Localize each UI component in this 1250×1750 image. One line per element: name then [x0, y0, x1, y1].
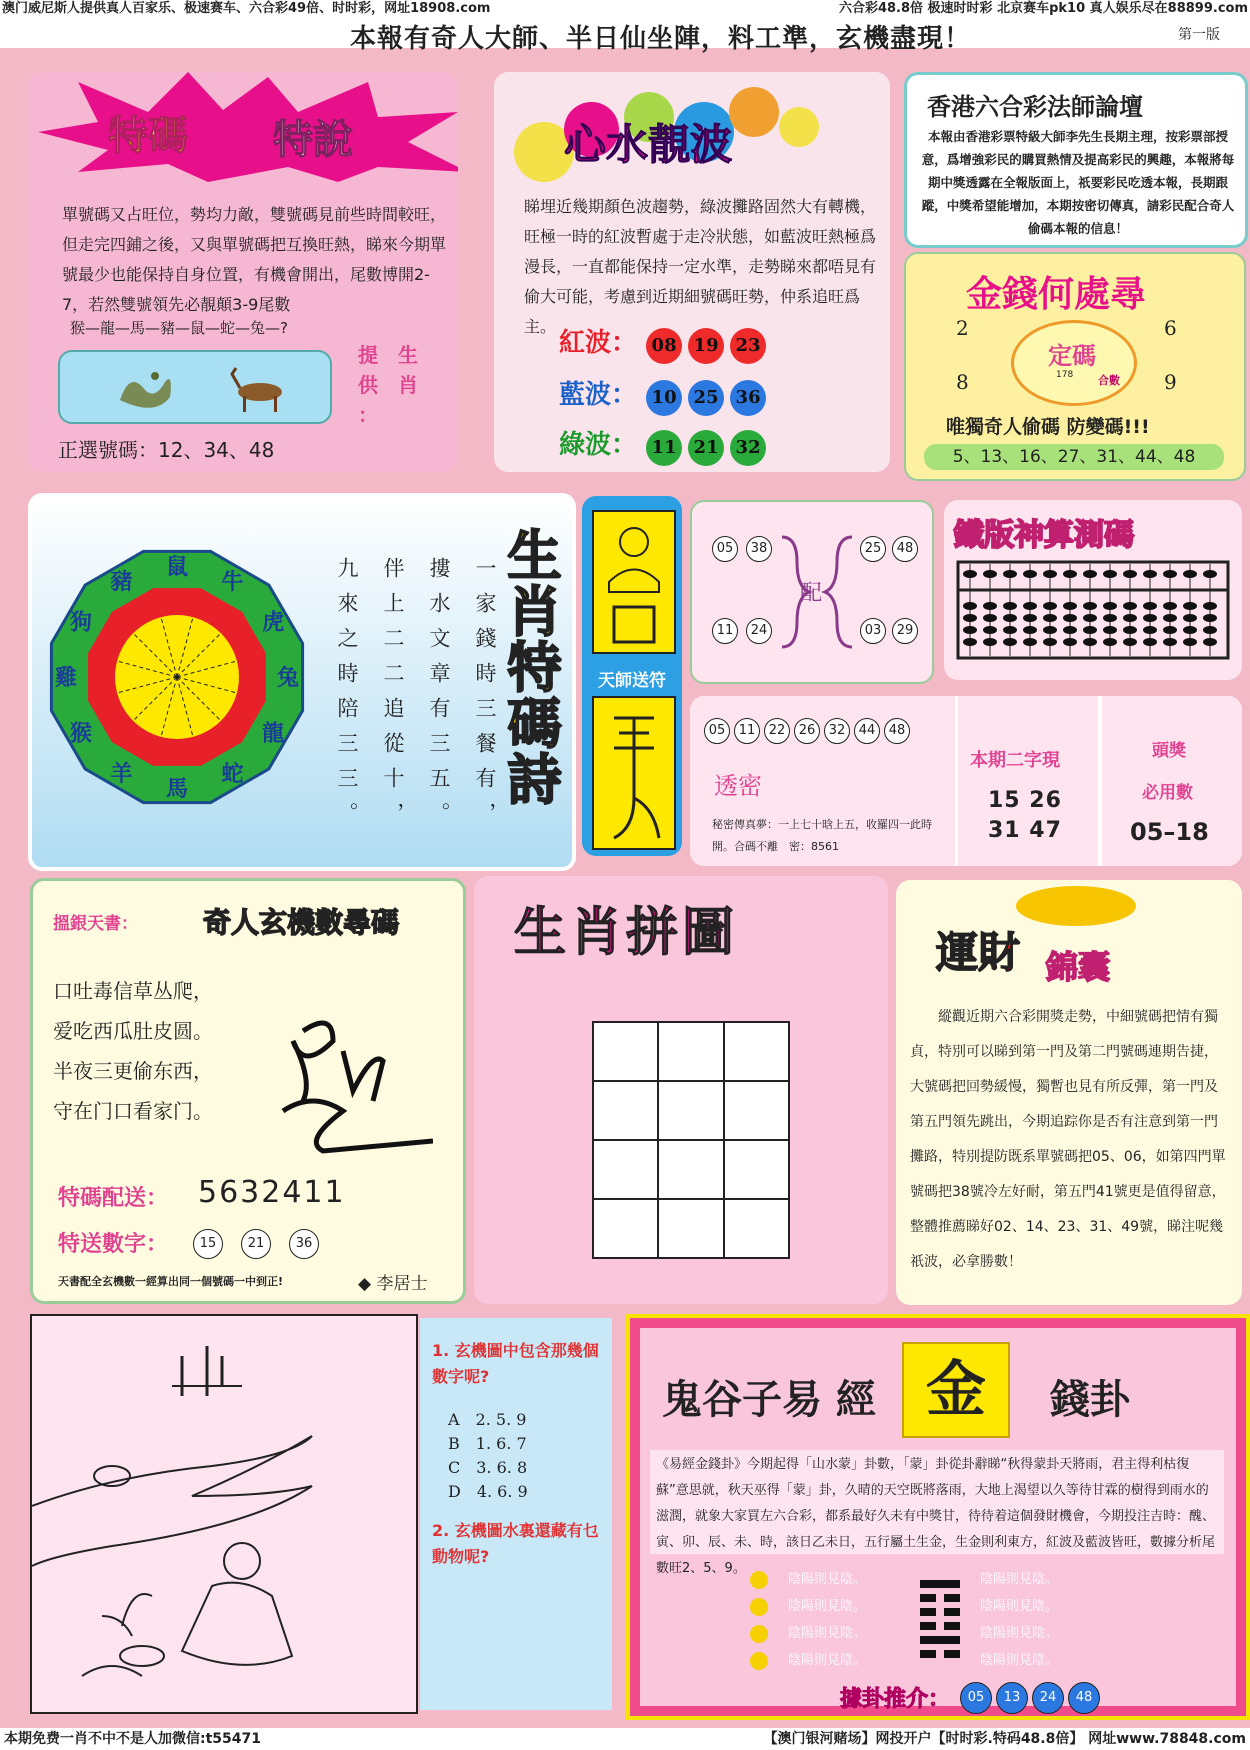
- xinshui-title: 心水靚波: [564, 120, 733, 169]
- red-wave-row: [559, 322, 772, 364]
- zodiac-label: 虎: [262, 610, 285, 636]
- zodiac-label: 鼠: [165, 555, 189, 580]
- jinqian-title: 金錢何處尋: [966, 273, 1147, 315]
- dingma-label: 定碼: [1048, 342, 1096, 370]
- yinyang-text: 陰陽則見陰。: [788, 1572, 867, 1587]
- hk-forum-text: 本報由香港彩票特級大師李先生長期主理，按彩票部授意，爲增強彩民的購買熱情及提高彩民的興趣，本報將每期中獎透露在全報版面上，祇要彩民吃透本報，長期跟蹤，中獎希望能增加，本期按密切傳真，請彩民配合奇人偷碼本報的信息！: [921, 129, 1235, 236]
- abacus-bead: [1023, 626, 1037, 634]
- guigu-text: 《易經金錢卦》今期起得「山水蒙」卦數，「蒙」卦從卦辭睇“秋得蒙卦天將雨，君主得利枯復蘇”意思就，秋天巫得「蒙」卦，久晴的天空既將落雨，大地上渴望以久等待甘霖的樹得到雨水的滋潤，就象大家買左六合彩，都系最好久未有中獎甘，待待着這個發財機會，今期投注吉時：醜、寅、卯、辰、未、時，該日乙未日，五行屬土生金，生金則利東方，紅波及藍波皆旺，數據分析尾數旺2、5、9。: [650, 1450, 1224, 1554]
- riddle-line: 爱吃西瓜肚皮圆。: [53, 1019, 213, 1043]
- abacus-bead: [1163, 570, 1177, 578]
- abacus-bead: [963, 626, 977, 634]
- talisman-panel: [582, 496, 682, 856]
- abacus-bead: [1103, 638, 1117, 646]
- abacus-bead: [1183, 602, 1197, 610]
- abacus-bead: [1103, 626, 1117, 634]
- abacus-bead: [1043, 614, 1057, 622]
- temao-title-2: 特說: [273, 116, 353, 163]
- abacus-bead: [963, 638, 977, 646]
- yinyang-text: 陰陽則見陰。: [980, 1626, 1059, 1641]
- gold-ingot-icon: [1016, 886, 1136, 926]
- yinshu-author: ◆ 李居士: [358, 1274, 428, 1294]
- abacus-bead: [983, 614, 997, 622]
- abacus-bead: [983, 602, 997, 610]
- abacus-bead: [1083, 570, 1097, 578]
- hk-forum-title: 香港六合彩法師論壇: [927, 92, 1143, 121]
- recommend-number: 24: [1032, 1682, 1064, 1714]
- abacus-bead: [1123, 638, 1137, 646]
- puzzle-piece: [593, 1199, 658, 1258]
- yuncai-panel: [896, 880, 1242, 1305]
- zodiac-label: 羊: [110, 762, 133, 788]
- zodiac-label: 兔: [276, 666, 300, 691]
- abacus-bead: [1183, 626, 1197, 634]
- top-banner-left: 澳门威尼斯人提供真人百家乐、极速赛车、六合彩49倍、时时彩，网址18908.com: [2, 1, 491, 16]
- abacus-bead: [1143, 614, 1157, 622]
- erzi-row-1: 15 26: [988, 788, 1062, 813]
- puzzle-piece: [724, 1022, 789, 1081]
- abacus-bead: [1023, 614, 1037, 622]
- abacus-bead: [1063, 602, 1077, 610]
- provide-zodiac-label: 提 生 供 肖 ：: [358, 343, 418, 427]
- abacus-bead: [1203, 626, 1217, 634]
- abacus-bead: [1003, 602, 1017, 610]
- yinyang-line: [980, 1647, 1058, 1674]
- toumi-number: 05: [704, 718, 730, 744]
- toumi-number: 32: [824, 718, 850, 744]
- edition-label: 第一版: [1178, 27, 1220, 43]
- abacus-bead: [983, 638, 997, 646]
- riddle-text: [53, 971, 213, 1131]
- poem-line: 一家錢時三餐有，: [473, 557, 497, 837]
- yinyang-text: 陰陽則見陰。: [980, 1599, 1059, 1614]
- send-number: 15: [193, 1229, 223, 1259]
- yinshu-panel: [30, 878, 466, 1304]
- yinyang-text: 陰陽則見陰。: [980, 1653, 1059, 1668]
- ps-label: 特送數字：: [58, 1232, 169, 1257]
- toumi-number: 48: [884, 718, 910, 744]
- blue-wave-label: 藍波：: [559, 380, 638, 410]
- number-9: 9: [1164, 370, 1177, 394]
- puzzle-piece: [724, 1199, 789, 1258]
- abacus-bead: [1023, 638, 1037, 646]
- poem-title: 生肖特碼詩: [499, 527, 562, 807]
- abacus-bead: [1083, 638, 1097, 646]
- pair-number: 25: [860, 536, 886, 562]
- abacus-bead: [1063, 570, 1077, 578]
- abacus-bead: [1103, 614, 1117, 622]
- talisman-icon: [592, 696, 676, 850]
- abacus-bead: [1103, 570, 1117, 578]
- pair-number: 03: [860, 618, 886, 644]
- red-ball: 23: [730, 328, 766, 364]
- selected-numbers: 正選號碼：12、34、48: [58, 438, 275, 462]
- pair-label: 配: [800, 581, 823, 606]
- toumi-note: 秘密傳真夢：一上七十晗上五，收羅四一此時開。合碼不離 密：8561: [712, 818, 932, 853]
- pair-number: 29: [892, 618, 918, 644]
- toumi-number: 44: [854, 718, 880, 744]
- tieban-title: 鐵版神算測碼: [954, 518, 1134, 553]
- blue-ball: 10: [646, 380, 682, 416]
- abacus-bead: [1143, 602, 1157, 610]
- send-number: 36: [289, 1229, 319, 1259]
- abacus-bead: [1063, 614, 1077, 622]
- deer-icon: [232, 368, 282, 412]
- unique-code-label: 唯獨奇人偷碼 防變碼!!!: [946, 416, 1150, 438]
- abacus-bead: [1083, 614, 1097, 622]
- pair-number: 11: [712, 618, 738, 644]
- erzi-cell: [958, 696, 1098, 866]
- toutai-label-2: 必用數: [1142, 783, 1193, 803]
- xinshui-text: 睇埋近幾期顏色波趨勢，綠波攤路固然大有轉機，旺極一時的紅波暫處于走冷狀態，如藍波旺熱極爲漫長，一直都能保持一定水準，走勢睇來都唔見有偷大可能，考慮到近期細號碼旺勢，仲系追旺爲主。: [524, 197, 877, 336]
- pair-number: 38: [746, 536, 772, 562]
- toutai-label-1: 頭獎: [1152, 741, 1186, 761]
- yinshu-footnote: 天書配全玄機數一經算出同一個號碼一中到正!: [58, 1275, 284, 1288]
- abacus-bead: [963, 570, 977, 578]
- green-wave-row: [559, 424, 772, 466]
- toumi-numbers: [704, 718, 914, 744]
- temao-panel: [28, 72, 458, 472]
- poem-line: 九來之時陪三三。: [335, 557, 359, 837]
- yuncai-title-2: 錦囊: [1046, 948, 1111, 986]
- abacus-bead: [983, 570, 997, 578]
- zodiac-label: 牛: [221, 569, 244, 595]
- yinyang-line: [750, 1647, 866, 1674]
- pm-label: 特碼配送：: [58, 1186, 169, 1211]
- puzzle-piece: [593, 1081, 658, 1140]
- bottom-banner-left: 本期免费一肖不中不是人加微信:t55471: [4, 1731, 261, 1747]
- abacus-bead: [1043, 570, 1057, 578]
- toumi-number: 22: [764, 718, 790, 744]
- coin-icon: [750, 1571, 768, 1589]
- abacus-icon: [956, 560, 1230, 660]
- abacus-bead: [1003, 614, 1017, 622]
- quiz-question-1: 1. 玄機圖中包含那幾個數字呢?: [432, 1341, 599, 1386]
- abacus-bead: [1063, 638, 1077, 646]
- yinyang-line: [980, 1620, 1058, 1647]
- decor-dot: [779, 107, 819, 147]
- hermit-sketch-icon: [32, 1316, 416, 1712]
- toumi-number: 11: [734, 718, 760, 744]
- abacus-bead: [983, 626, 997, 634]
- heshu-label: 合數: [1098, 374, 1120, 387]
- abacus-bead: [1003, 570, 1017, 578]
- puzzle-piece: [593, 1022, 658, 1081]
- zodiac-label: 雞: [54, 666, 78, 691]
- abacus-bead: [1123, 626, 1137, 634]
- coin-icon: [750, 1652, 768, 1670]
- pair-number: 24: [746, 618, 772, 644]
- abacus-bead: [1163, 614, 1177, 622]
- pintu-panel: [474, 876, 888, 1304]
- dragon-icon: [120, 372, 171, 408]
- guigu-panel: [626, 1314, 1250, 1720]
- yinyang-text: 陰陽則見陰。: [788, 1626, 867, 1641]
- number-6: 6: [1164, 316, 1177, 340]
- abacus-bead: [1143, 626, 1157, 634]
- abacus-bead: [1003, 626, 1017, 634]
- quiz-options: A 2. 5. 9 B 1. 6. 7 C 3. 6. 8 D 4. 6. 9: [448, 1410, 528, 1501]
- abacus-bead: [1043, 626, 1057, 634]
- recommend-number: 05: [960, 1682, 992, 1714]
- blue-wave-row: [559, 374, 772, 416]
- recommend-number: 13: [996, 1682, 1028, 1714]
- blue-ball: 25: [688, 380, 724, 416]
- abacus-bead: [963, 614, 977, 622]
- recommend-number: 48: [1068, 1682, 1100, 1714]
- yinyang-line: [750, 1593, 866, 1620]
- abacus-bead: [1083, 602, 1097, 610]
- toutai-value: 05–18: [1130, 818, 1209, 846]
- green-ball: 11: [646, 430, 682, 466]
- abacus-bead: [1143, 638, 1157, 646]
- pair-number: 48: [892, 536, 918, 562]
- abacus-bead: [1203, 602, 1217, 610]
- poem-text: [332, 557, 500, 837]
- toumi-label: 透密: [714, 772, 762, 800]
- green-ball: 32: [730, 430, 766, 466]
- abacus-bead: [1103, 602, 1117, 610]
- riddle-line: 守在门口看家门。: [53, 1099, 213, 1123]
- abacus-bead: [1083, 626, 1097, 634]
- guigu-inner: [640, 1328, 1236, 1712]
- yinyang-text: 陰陽則見陰。: [980, 1572, 1059, 1587]
- yinyang-line: [980, 1566, 1058, 1593]
- yinshu-header-1: 搵銀天書：: [53, 914, 138, 934]
- abacus-bead: [1023, 570, 1037, 578]
- abacus-bead: [1123, 614, 1137, 622]
- toumi-cell: [690, 696, 955, 866]
- blue-ball: 36: [730, 380, 766, 416]
- bottom-banner-right: 【澳门银河赌场】网投开户【时时彩.特码48.8倍】 网址www.78848.com: [763, 1731, 1246, 1747]
- poem-line: 摟水文章有三五。: [427, 557, 451, 837]
- calligraphy-icon: [263, 1011, 433, 1161]
- green-ball: 21: [688, 430, 724, 466]
- yuncai-title: 運財: [936, 928, 1021, 977]
- yinyang-line: [750, 1566, 866, 1593]
- zodiac-label: 馬: [165, 777, 189, 802]
- headline-title: 本報有奇人大師、半日仙坐陣，料工準，玄機盡現！: [350, 24, 972, 54]
- puzzle-piece: [658, 1199, 723, 1258]
- guigu-gold: 金: [902, 1342, 1010, 1438]
- zodiac-label: 狗: [69, 610, 92, 636]
- talisman-label: 天師送符: [598, 671, 666, 691]
- puzzle-piece: [658, 1081, 723, 1140]
- pair-number: 05: [712, 536, 738, 562]
- zodiac-label: 蛇: [221, 762, 244, 788]
- riddle-line: 半夜三更偷东西，: [53, 1059, 213, 1083]
- green-wave-label: 綠波：: [559, 430, 638, 460]
- hexagram-icon: [920, 1580, 960, 1660]
- abacus-bead: [1063, 626, 1077, 634]
- toumi-panel: [690, 696, 1242, 866]
- abacus-bead: [1183, 638, 1197, 646]
- zodiac-image-box: [58, 350, 332, 424]
- temao-title-1: 特碼: [108, 112, 188, 159]
- pm-value: 5632411: [198, 1175, 346, 1210]
- dingma-small: 178: [1056, 370, 1074, 380]
- abacus-bead: [963, 602, 977, 610]
- yuncai-text: 縱觀近期六合彩開獎走勢，中細號碼把情有獨貞，特別可以睇到第一門及第二門號碼連期告捷，大號碼把回勢緩慢，獨暫也見有所反彈，第一門及第五門領先跳出，今期追踪你是否有注意到第一門攤路，特別提防既系單號碼把05、06，如第四門單號碼把38號冷左好耐，第五門41號更是值得留意，整體推薦睇好02、14、23、31、49號，睇注呢幾祇波，必拿勝數！: [910, 1009, 1226, 1270]
- yinyang-list-right: [980, 1566, 1058, 1674]
- erzi-row-2: 31 47: [988, 818, 1062, 843]
- red-wave-label: 紅波：: [559, 328, 638, 358]
- master-portrait-icon: [592, 510, 676, 654]
- puzzle-grid: [592, 1021, 790, 1259]
- abacus-bead: [1043, 638, 1057, 646]
- abacus-bead: [1163, 626, 1177, 634]
- riddle-picture: [30, 1314, 418, 1714]
- pairing-panel: [690, 500, 934, 684]
- quiz-question-2: 2. 玄機圖水裏還藏有乜動物呢?: [432, 1521, 599, 1566]
- abacus-bead: [1203, 638, 1217, 646]
- guigu-title-2: 錢卦: [1050, 1376, 1130, 1423]
- yinyang-line: [980, 1593, 1058, 1620]
- starburst-icon: [38, 72, 458, 182]
- jinqian-numbers: 5、13、16、27、31、44、48: [924, 444, 1224, 470]
- top-banner: [0, 0, 1250, 18]
- zodiac-wheel: [42, 527, 312, 827]
- zodiac-label: 龍: [262, 721, 285, 747]
- number-2: 2: [956, 316, 969, 340]
- headline: [0, 18, 1250, 54]
- abacus-bead: [1003, 638, 1017, 646]
- toumi-number: 26: [794, 718, 820, 744]
- yinyang-line: [750, 1620, 866, 1647]
- puzzle-piece: [658, 1022, 723, 1081]
- abacus-bead: [1143, 570, 1157, 578]
- number-8: 8: [956, 370, 969, 394]
- puzzle-piece: [658, 1140, 723, 1199]
- pintu-title: 生肖拼圖: [514, 903, 739, 963]
- puzzle-piece: [724, 1081, 789, 1140]
- bottom-banner: [0, 1728, 1250, 1750]
- temao-zodiac-sequence: 猴—龍—馬—豬—鼠—蛇—兔—?: [70, 319, 288, 337]
- riddle-line: 口吐毒信草丛爬，: [53, 979, 213, 1003]
- yinyang-text: 陰陽則見陰。: [788, 1599, 867, 1614]
- abacus-bead: [1203, 570, 1217, 578]
- quiz-panel: [420, 1318, 612, 1710]
- toutai-cell: [1102, 696, 1242, 866]
- yinyang-list-left: [750, 1566, 866, 1674]
- yinshu-header-2: 奇人玄機數尋碼: [203, 906, 400, 939]
- puzzle-piece: [724, 1140, 789, 1199]
- top-banner-right: 六合彩48.8倍 极速时时彩 北京赛车pk10 真人娱乐尽在88899.com: [838, 1, 1248, 16]
- abacus-bead: [1123, 570, 1137, 578]
- puzzle-piece: [593, 1140, 658, 1199]
- erzi-title: 本期二字現: [970, 750, 1060, 771]
- hk-forum-panel: [904, 72, 1248, 248]
- send-number: 21: [241, 1229, 271, 1259]
- recommend-label: 據卦推介：: [840, 1687, 951, 1712]
- red-ball: 08: [646, 328, 682, 364]
- yinyang-text: 陰陽則見陰。: [788, 1653, 867, 1668]
- decor-dot: [729, 87, 779, 137]
- abacus-bead: [1183, 614, 1197, 622]
- temao-text: 單號碼又占旺位，勢均力敵，雙號碼見前些時間較旺，但走完四鋪之後，又與單號碼把互換旺熱，睇來今期單號最少也能保持自身位置，有機會開出，尾數博開2-7，若然雙號領先必靚顛3-9尾數: [62, 205, 447, 314]
- coin-icon: [750, 1625, 768, 1643]
- abacus-bead: [1023, 602, 1037, 610]
- poem-line: 伴上二二追從十，: [381, 557, 405, 837]
- abacus-bead: [1183, 570, 1197, 578]
- xinshui-panel: [494, 72, 890, 472]
- red-ball: 19: [688, 328, 724, 364]
- abacus-bead: [1203, 614, 1217, 622]
- abacus-bead: [1163, 602, 1177, 610]
- abacus-bead: [1163, 638, 1177, 646]
- abacus-bead: [1043, 602, 1057, 610]
- coin-icon: [750, 1598, 768, 1616]
- jinqian-panel: [904, 252, 1246, 481]
- tieban-panel: [944, 500, 1242, 680]
- zodiac-label: 猴: [69, 721, 92, 747]
- zodiac-poem-panel: [28, 493, 576, 871]
- guigu-title-1: 鬼谷子易 經: [662, 1376, 876, 1423]
- zodiac-label: 豬: [110, 569, 133, 595]
- abacus-bead: [1123, 602, 1137, 610]
